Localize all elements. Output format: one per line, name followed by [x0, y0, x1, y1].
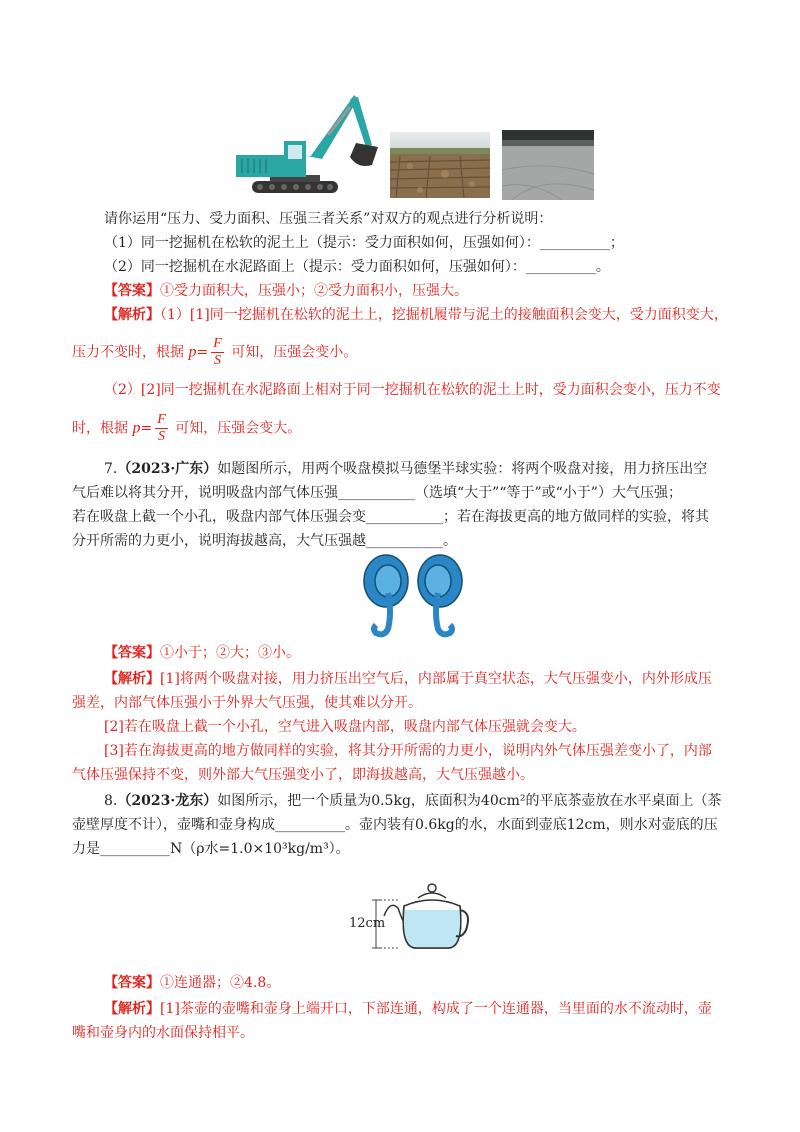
- analysis-text: [1]茶壶的壶嘴和壶身上端开口，下部连通，构成了一个连通器，当里面的水不流动时，壶: [160, 1001, 712, 1017]
- q7-analysis-line5: 气体压强保持不变，则外部大气压强变小了，即海拔越高，大气压强越小。: [72, 767, 534, 783]
- formula-fraction: [211, 336, 224, 369]
- teapot-height-label: 12cm: [349, 916, 386, 931]
- concrete-photo: [502, 130, 594, 200]
- analysis-text: 压力不变时，根据: [72, 344, 184, 361]
- question-text: 如图所示，把一个质量为0.5kg，底面积为40cm²的平底茶壶放在水平桌面上（茶: [217, 793, 722, 809]
- q6-part2: （2）同一挖掘机在水泥路面上（提示：受力面积如何，压强如何）：__________。: [104, 259, 610, 275]
- formula-fraction: [155, 412, 168, 445]
- q6-analysis-line4: [72, 412, 301, 445]
- q7-line3: 若在吸盘上截一个小孔，吸盘内部气体压强会变___________；若在海拔更高的地方做同样的实验，将其: [72, 509, 709, 525]
- q7-analysis-line2: 强差，内部气体压强小于外界大气压强，使其难以分开。: [72, 695, 422, 711]
- q8-analysis-line1: [104, 999, 712, 1019]
- formula-numerator: F: [213, 336, 222, 351]
- answer-tag: 【答案】: [104, 645, 160, 661]
- formula-p: p: [132, 419, 141, 437]
- question-source: （2023·广东）: [117, 461, 218, 477]
- question-number: 7.: [104, 461, 118, 477]
- q6-answer: [104, 281, 468, 301]
- q8-answer: [104, 973, 280, 993]
- analysis-tag: 【解析】: [104, 671, 160, 687]
- q7-analysis-line4: [3]若在海拔更高的地方做同样的实验，将其分开所需的力更小，说明内外气体压强差变小了，内部: [104, 743, 712, 759]
- analysis-tag: 【解析】: [104, 1001, 160, 1017]
- answer-tag: 【答案】: [104, 975, 160, 991]
- answer-text: ①受力面积大，压强小；②受力面积小，压强大。: [160, 283, 468, 299]
- answer-tag: 【答案】: [104, 283, 160, 299]
- analysis-text: 时，根据: [72, 420, 128, 437]
- q7-line2: 气后难以将其分开，说明吸盘内部气体压强___________（选填“大于”“等于”或“小于”）大气压强；: [72, 485, 682, 501]
- q8-line1: [104, 791, 721, 811]
- q7-line1: [104, 459, 707, 479]
- question-source: （2023·龙东）: [117, 793, 218, 809]
- suction-cups-image: [358, 553, 468, 639]
- analysis-text: 可知，压强会变小。: [231, 344, 358, 361]
- q6-analysis-line2: [72, 336, 357, 369]
- question-number: 8.: [104, 793, 118, 809]
- answer-text: ①连通器；②4.8。: [160, 975, 281, 991]
- q6-part1: （1）同一挖掘机在松软的泥土上（提示：受力面积如何，压强如何）：__________；: [104, 235, 624, 251]
- q8-line2: 壶壁厚度不计），壶嘴和壶身构成__________。壶内装有0.6kg的水，水面到壶底12cm，则水对壶底的压: [72, 817, 718, 833]
- q7-line4: 分开所需的力更小，说明海拔越高，大气压强越___________。: [72, 533, 457, 549]
- q8-analysis-line2: 嘴和壶身内的水面保持相平。: [72, 1025, 254, 1041]
- question-text: 如题图所示，用两个吸盘模拟马德堡半球实验：将两个吸盘对接，用力挤压出空: [217, 461, 708, 477]
- formula-denominator: S: [213, 353, 221, 368]
- q7-answer: [104, 643, 300, 663]
- analysis-tag: 【解析】: [104, 307, 160, 323]
- q6-prompt: 请你运用“压力、受力面积、压强三者关系”对双方的观点进行分析说明：: [104, 211, 553, 227]
- soil-photo: [390, 132, 490, 198]
- formula-p: p: [188, 343, 197, 361]
- analysis-text: （1）[1]同一挖掘机在松软的泥土上，挖掘机履带与泥土的接触面积会变大，受力面积变大，: [160, 307, 728, 323]
- q6-analysis-line3: （2）[2]同一挖掘机在水泥路面上相对于同一挖掘机在松软的泥土上时，受力面积会变小，压力不变: [104, 382, 721, 398]
- formula-eq: =: [196, 344, 209, 361]
- answer-text: ①小于；②大；③小。: [160, 645, 300, 661]
- formula-eq: =: [140, 420, 153, 437]
- q7-analysis-line1: [104, 669, 712, 689]
- formula-denominator: S: [157, 429, 165, 444]
- formula-numerator: F: [157, 412, 166, 427]
- analysis-text: [1]将两个吸盘对接，用力挤压出空气后，内部属于真空状态，大气压强变小，内外形成压: [160, 671, 712, 687]
- q6-analysis-line1: [104, 305, 728, 325]
- excavator-image: [232, 95, 382, 200]
- analysis-text: 可知，压强会变大。: [175, 420, 302, 437]
- q8-line3: 力是__________N（ρ水=1.0×10³kg/m³）。: [72, 841, 350, 857]
- q7-analysis-line3: [2]若在吸盘上截一个小孔，空气进入吸盘内部，吸盘内部气体压强就会变大。: [104, 719, 586, 735]
